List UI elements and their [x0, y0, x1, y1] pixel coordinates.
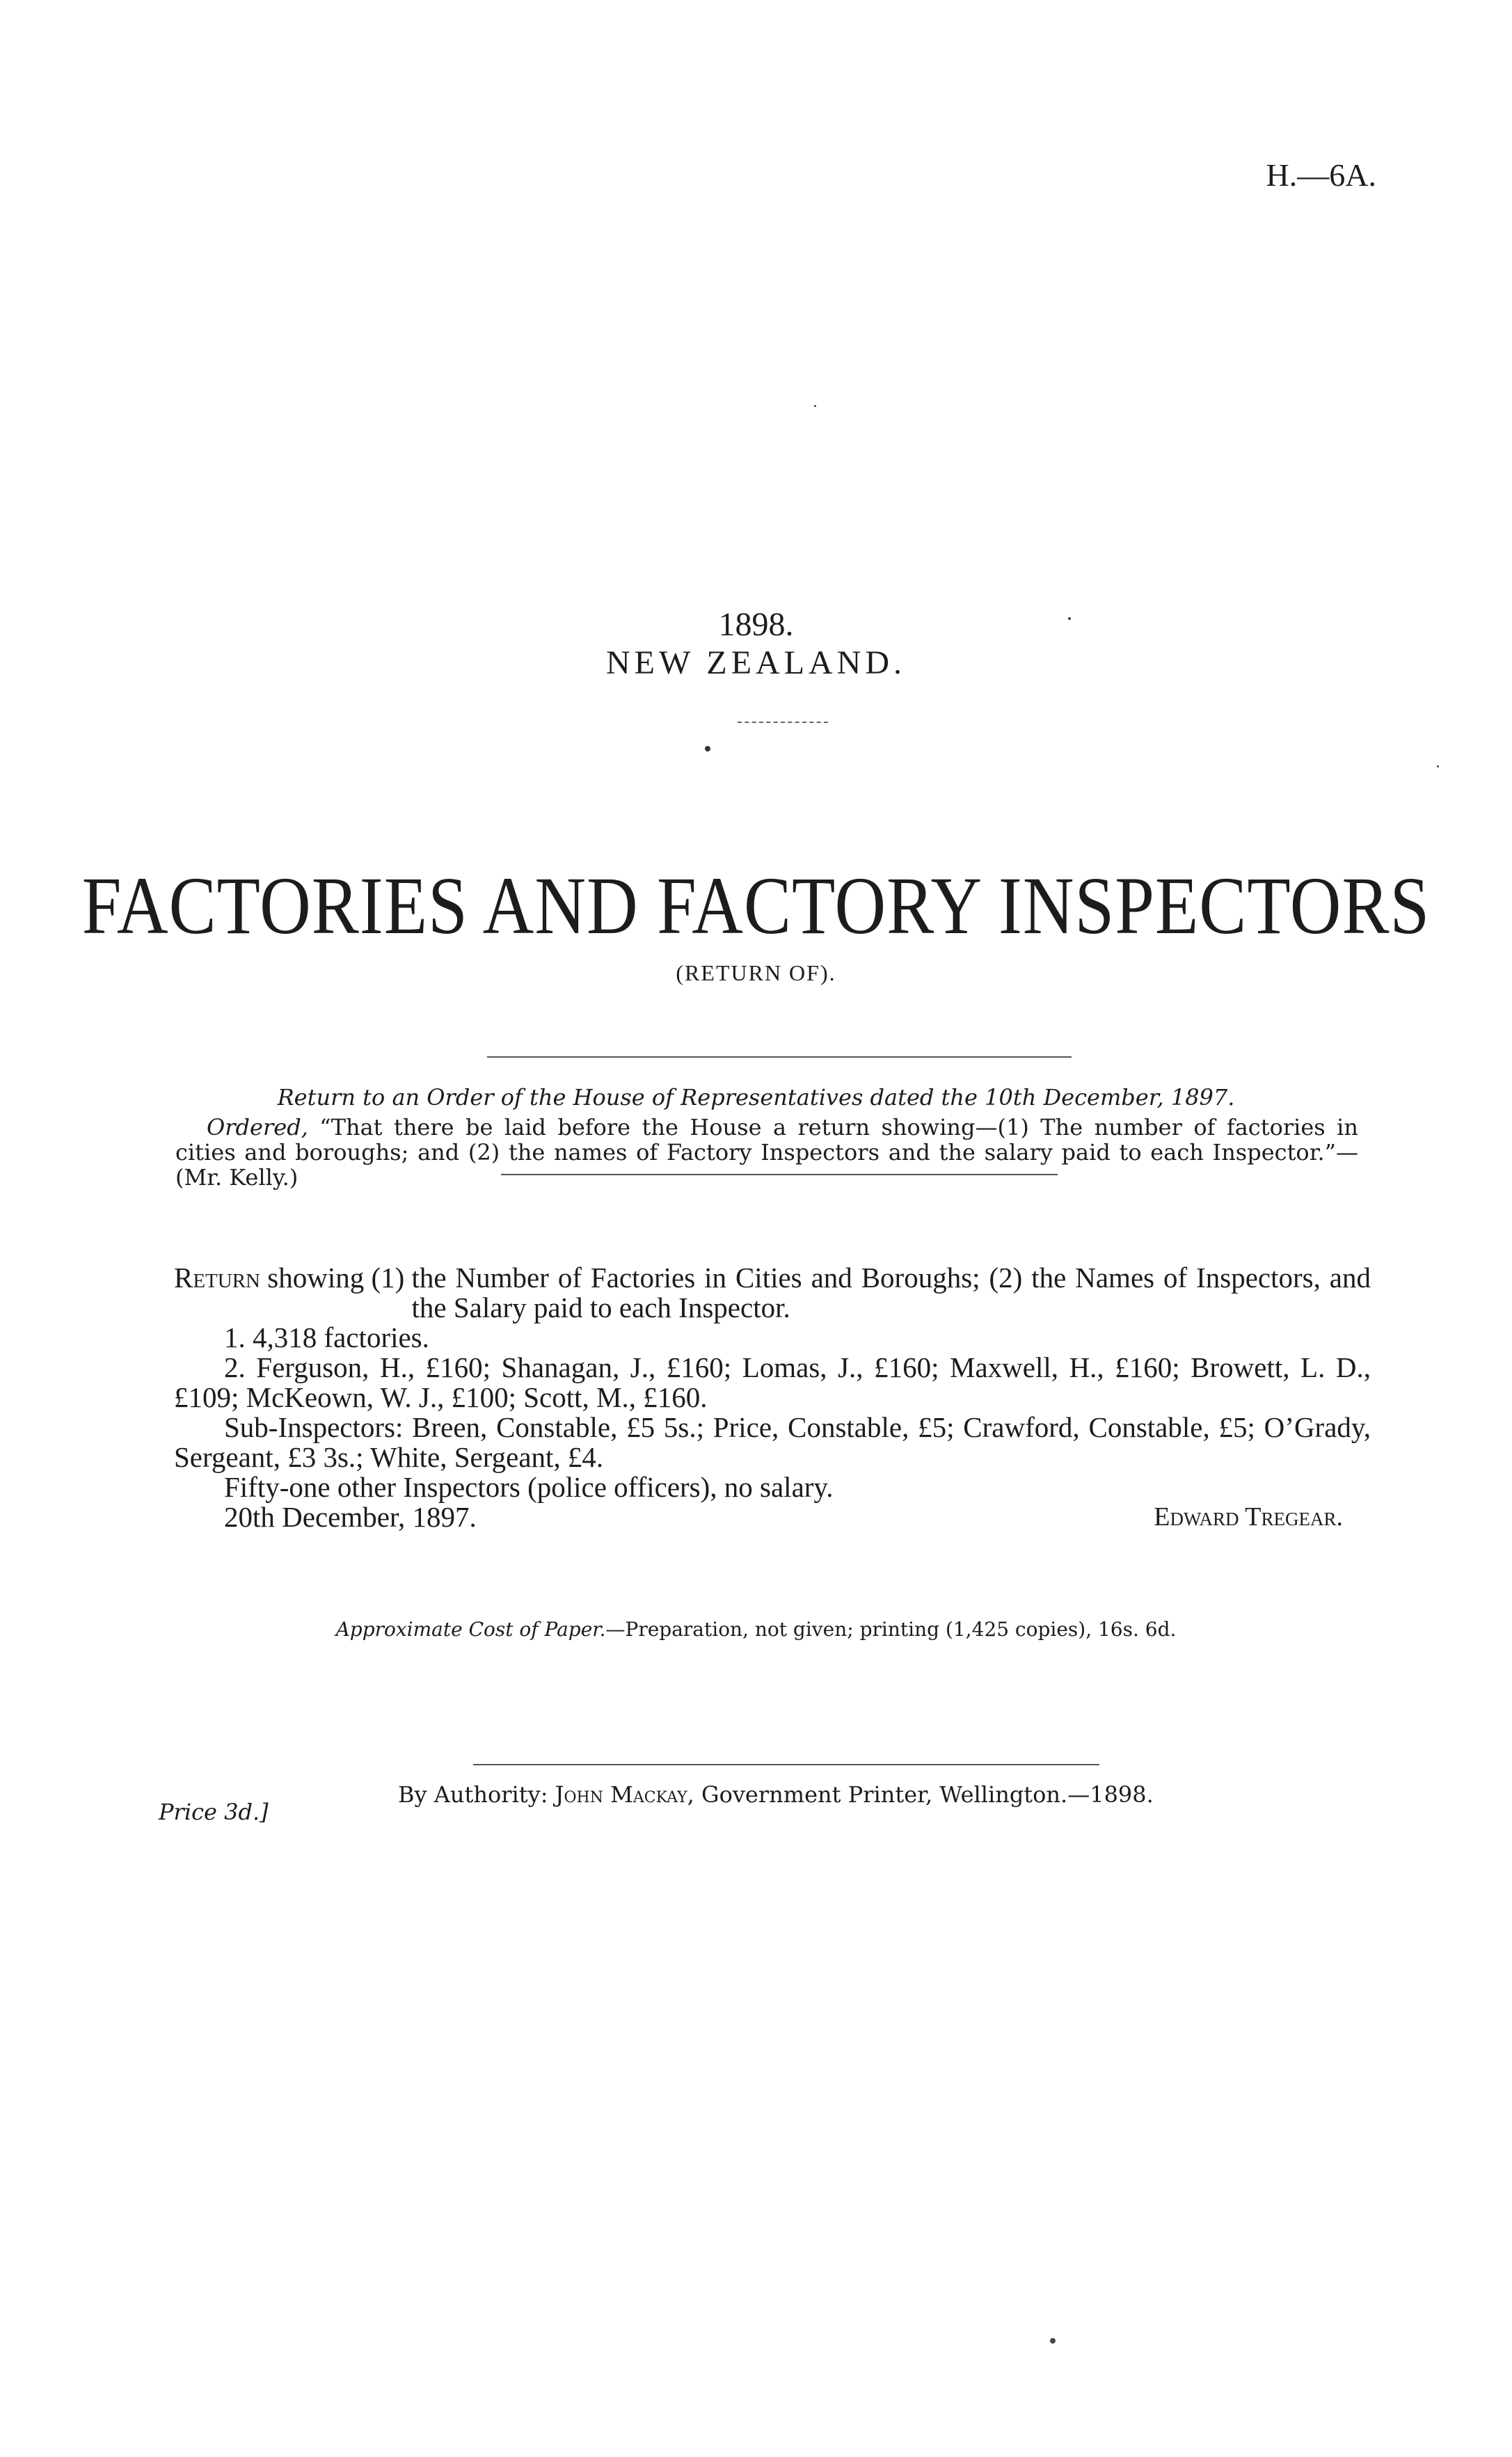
return-lead-rest: showing (1)	[260, 1262, 412, 1294]
page-speck	[1437, 765, 1439, 768]
bottom-divider	[501, 1174, 1058, 1175]
order-heading: Return to an Order of the House of Representatives dated the 10th December, 1897.	[277, 1084, 1235, 1111]
return-section	[174, 1263, 1371, 1532]
printer-authority	[398, 1781, 1154, 1808]
publication-year: 1898.	[718, 606, 794, 643]
cost-text: —Preparation, not given; printing (1,425 copies), 16s. 6d.	[605, 1618, 1177, 1641]
authority-prefix: By Authority:	[398, 1781, 555, 1808]
decorative-rule	[738, 722, 828, 723]
price-note: Price 3d.]	[159, 1799, 269, 1825]
return-date: 20th December, 1897.	[224, 1501, 477, 1533]
return-item-others: Fifty-one other Inspectors (police officers), no salary.	[224, 1471, 834, 1503]
signer-name: Edward Tregear.	[1154, 1502, 1343, 1532]
return-lead-word: Return	[174, 1262, 261, 1294]
country-heading: NEW ZEALAND.	[605, 644, 907, 681]
return-lead	[174, 1263, 412, 1323]
top-divider	[487, 1056, 1072, 1058]
page-speck	[1068, 617, 1071, 620]
document-reference: H.—6A.	[1266, 157, 1376, 193]
return-item-inspectors: 2. Ferguson, H., £160; Shanagan, J., £160; Lomas, J., £160; Maxwell, H., £160; Browett, L. D., £109; McKeown, W. J., £100; Scott, M., £160.	[174, 1351, 1371, 1413]
print-dot	[705, 746, 710, 752]
footer-divider	[473, 1764, 1099, 1765]
return-description: the Number of Factories in Cities and Boroughs; (2) the Names of Inspectors, and the Salary paid to each Inspector.	[411, 1262, 1371, 1323]
return-item-factories: 1. 4,318 factories.	[224, 1321, 429, 1353]
order-text: “That there be laid before the House a return showing—(1) The number of factories in cities and boroughs; and (2) the names of Factory Inspectors and the salary paid to each Inspector.”—(Mr. Kelly.)	[175, 1114, 1359, 1191]
page-speck	[814, 405, 816, 407]
order-paragraph	[175, 1115, 1358, 1190]
page-speck	[1050, 2338, 1056, 2344]
cost-label: Approximate Cost of Paper.	[335, 1618, 606, 1641]
return-heading	[174, 1263, 1371, 1323]
printer-name: John Mackay	[555, 1781, 687, 1808]
document-title: FACTORIES AND FACTORY INSPECTORS	[81, 861, 1431, 952]
order-label: Ordered,	[207, 1114, 308, 1140]
return-item-sub-inspectors: Sub-Inspectors: Breen, Constable, £5 5s.; Price, Constable, £5; Crawford, Constable, £5; O’Grady, Sergeant, £3 3s.; White, Sergeant, £4.	[174, 1411, 1371, 1473]
cost-of-paper	[0, 1618, 1512, 1641]
authority-suffix: , Government Printer, Wellington.—1898.	[687, 1781, 1154, 1808]
signature-line	[174, 1502, 1371, 1532]
document-subtitle: (RETURN OF).	[676, 960, 836, 985]
